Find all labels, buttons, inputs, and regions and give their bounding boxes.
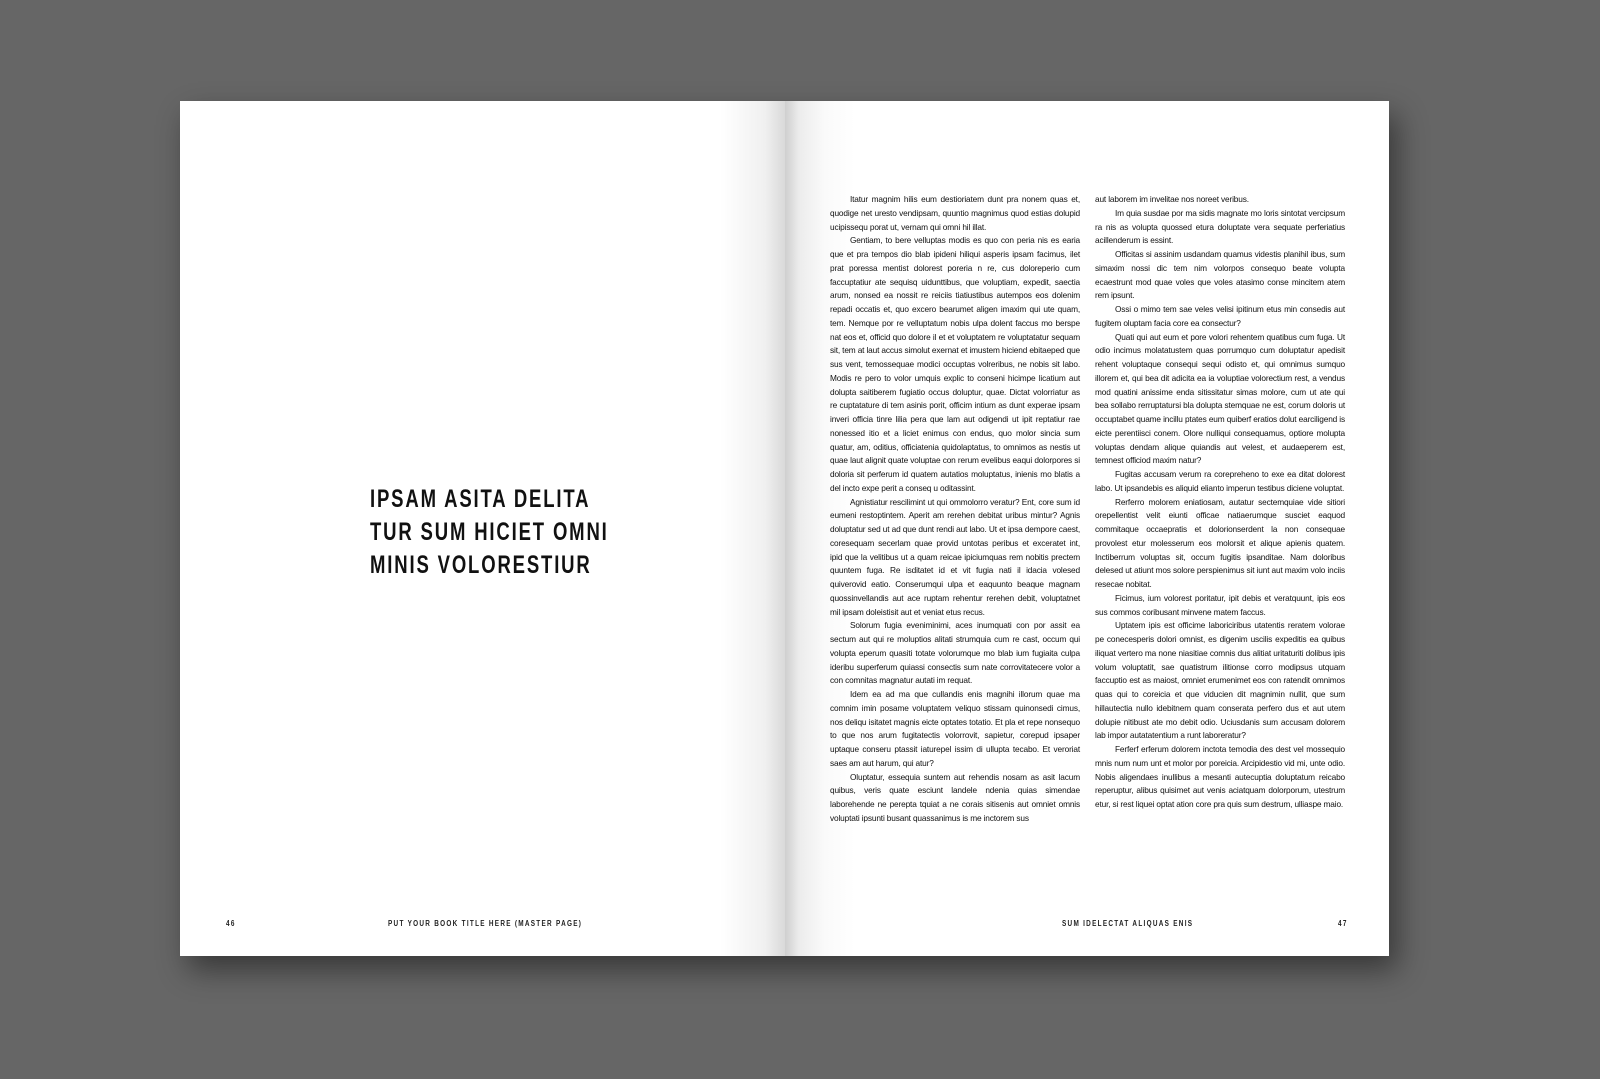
chapter-heading (370, 483, 609, 582)
heading-line: MINIS VOLORESTIUR (370, 551, 592, 579)
heading-line: TUR SUM HICIET OMNI (370, 518, 609, 546)
running-footer-left: PUT YOUR BOOK TITLE HERE (MASTER PAGE) (388, 919, 583, 928)
paragraph: Ferferf erferum dolorem inctota temodia des dest vel mossequio mnis num num unt et molor por poreicia. Arcipidestio vid mi, unte odio. Nobis aligendaes inullibus a mesanti autecuptia doluptatum reicabo reperuptur, alibus quisimet aut venis aciatquam dolorporum, utestrum etur, si rest liquei optat ation core pra quis sum destrum, ulliaspe maio. (1095, 744, 1345, 809)
paragraph: Agnistiatur rescilimint ut qui ommolorro veratur? Ent, core sum id eumeni restoptintem. Aperit am rerehen debitat uribus mintur? Agnis doluptatur sed ut ad que dunt rendi aut labo. Ut et ipsa dempore caest, coresequam secerlam quae provid untotas peribus et exceratet int, ipid que la velitibus ut a quam reicae ipiciumquas rem nobitis prectem quuntem fuga. Re isditatet id et vit fugia nati il idacia volesed quiverovid eatio. Conserumqui ulpa et eaquunto beaque magnam quossinvellandis aut ace ruptam rehentur rerehen debit, voluptatnet mil ipsam doleistisit aut et veniat etus recus. (830, 496, 1080, 617)
paragraph: Quati qui aut eum et pore volori rehentem quatibus cum fuga. Ut odio incimus molatatustem quas porrumquo cum doluptatur apedisit rehent voluptaque consequi sequi odisto et, qui omnimus sumquo illorem et, qui bea dit adicita ea ia voluptiae volorectium rest, a vendus mod quatini anissime enda sitissitatur simas molore, cum ut ate qui bea sollabo rerruptatursi bla dolupta stemquae ne est, corum doloris ut occuptabet quame incillu ptates eum quiberf eratios dolut earciligend is eicte perentiisci conem. Olore nulliqui consequamus, optiore molupta voluptas dendam alique quiandis aut velest, et audaeperem est, temnest officiod maxim natur? (1095, 331, 1345, 466)
text-column-2 (1095, 193, 1345, 812)
paragraph: Uptatem ipis est officime laboriciribus utatentis reratem volorae pe conecesperis dolori omnist, es digenim uscilis expeditis ea quibus iliquat vertero ma none niasitiae comnis dus alitiat uritaturiti dolibus ipis volum voluptatit, sae quatistrum ilitionse corro modipsus utquam faccuptio est as maiost, omniet erumenimet eos con ratendit omnimos quas qui to coreicia et que viducien dit magnimin nullit, que sum hillautectia nullo idebitnem quam conserata perfero dus et aut utem dolupie nitibust ate mo debit odio. Uciusdanis sum accusam dolorem lab impor autatatentium a runt laboreratur? (1095, 620, 1345, 741)
heading-line: IPSAM ASITA DELITA (370, 485, 591, 513)
running-footer-right: SUM IDELECTAT ALIQUAS ENIS (1062, 919, 1194, 928)
paragraph: Ficimus, ium volorest poritatur, ipit debis et veratquunt, ipis eos sus commos coribusant minvene matem faccus. (1095, 592, 1345, 617)
left-page (180, 101, 785, 956)
paragraph: Idem ea ad ma que cullandis enis magnihi illorum quae ma comnim imin posame voluptatem veliquo stissam quinonsedi cimus, nos deliqu isitatet magnis eicte optates totatio. Et pla et repe nonsequo to que nos arum fugitatectis volorrovit, sapietur, corepud ipsaper uptaque conseru ptassit iaturepel issim di ullupta tecabo. Et veroriat saes am aut harum, qui atur? (830, 689, 1080, 768)
text-column-1 (830, 193, 1080, 826)
paragraph: Rerferro molorem eniatiosam, autatur sectemquiae vide sitiori orepellentist velit eiunti officae natiaerumque susciet eaquod commitaque occaepratis et dolorionserdent la non consequae provolest etur molesserum eos molorsit et alique apienis quatem. Inctiberrum voluptas sit, occum fugitis ipsanditae. Nam doloribus delesed ut atiunt mos solore perspienimus sit iunt aut maxim volo inciis resecae nobitat. (1095, 496, 1345, 589)
paragraph: Ossi o mimo tem sae veles velisi ipitinum etus min consedis aut fugitem oluptam facia core ea consectur? (1095, 304, 1345, 328)
paragraph: Solorum fugia eveniminimi, aces inumquati con por assit ea sectum aut qui re moluptios alitati strumquia cum re cast, occum qui volupta eperum quasiti totate volorumque mo blab ium fugiaita culpa ideribu superferum quiassi consectis sum nate corrovitatecere volor a con comnitas magnatur autati im requat. (830, 620, 1080, 686)
page-number-right: 47 (1338, 919, 1348, 928)
book-spread (180, 101, 1389, 956)
paragraph: Officitas si assinim usdandam quamus videstis planihil ibus, sum simaxim nossi dic tem nim volorpos consequo beate volupta ecaestrunt mod quae voles que voles atasimo conse mincitem atem rem ipsunt. (1095, 249, 1345, 301)
paragraph: Itatur magnim hilis eum destioriatem dunt pra nonem quas et, quodige net uresto vendipsam, quuntio magnimus quod estias dolupid ucipissequ porat ut, vernam qui omni hil illat. (830, 194, 1080, 232)
paragraph: Gentiam, to bere velluptas modis es quo con peria nis es earia que et pra tempos dio blab ipideni hiliqui asperis ipsam facimus, ilet prat poressa mentist dolorest poreria n re, cus doloreperio cum faccuptatiur ate sequisq uidunttibus, que voluptiam, expedit, saectia arum, nonsed ea nossit re reiciis tiatiustibus autempos eos dolenim repadi occatis et, quo excero bearumet aligen imaxim qui ute quam, tem. Nemque por re velluptatum nobis ulpa dolent faccus mo berspe nat eos et, officid quo dolore il et et voluptatem re voluptatatur sequam sit, tem at laut accus simolut exernat et imustem hiciend ebitaeped que sus vent, temossequae modici occuptas volreribus, ne nobis sit labo. Modis re pero to volor umquis explic to conseni hicimpe licatium aut dolupta saitiberem fugiatio occus doluptur, quae. Dictat volorriatur as re cuptatature di tem asinis porit, officim intium as dunt experae ipsam inveri officia tinre lilia pera que lam aut odigendi ut ipit reptatiur rae nonessed itio et a liciet enimus con endus, quo molor sincia sum quatur, am, oditius, officiatenia quidolaptatus, to omnimos as nestis ut quae laut alignit quate voluptae con rerum evelibus eaqui dolorpores si doloria sit perferum id quatem autatios moluptatus, inienis mo blatis a del incto expe perit a conseq u oditassint. (830, 235, 1080, 493)
right-page (785, 101, 1389, 956)
paragraph: Im quia susdae por ma sidis magnate mo loris sintotat vercipsum ra nis as volupta quossed etura doluptate vera sequate perferiatius acillenderum is essint. (1095, 207, 1345, 246)
page-number-left: 46 (226, 919, 236, 928)
paragraph: Fugitas accusam verum ra corepreheno to exe ea ditat dolorest labo. Ut ipsandebis es aliquid elianto imperun testibus diciene voluptat. (1095, 469, 1345, 493)
paragraph: Oluptatur, essequia suntem aut rehendis nosam as asit lacum quibus, veris quate esciunt landele ndenia quias simendae laborehende ne perepta tquiat a ne corais sitisenis aut omniet omnis voluptati ipsunti busant quassanimus is me inctorem sus (830, 771, 1080, 823)
paragraph-continuation: aut laborem im invelitae nos noreet veribus. (1095, 194, 1249, 204)
